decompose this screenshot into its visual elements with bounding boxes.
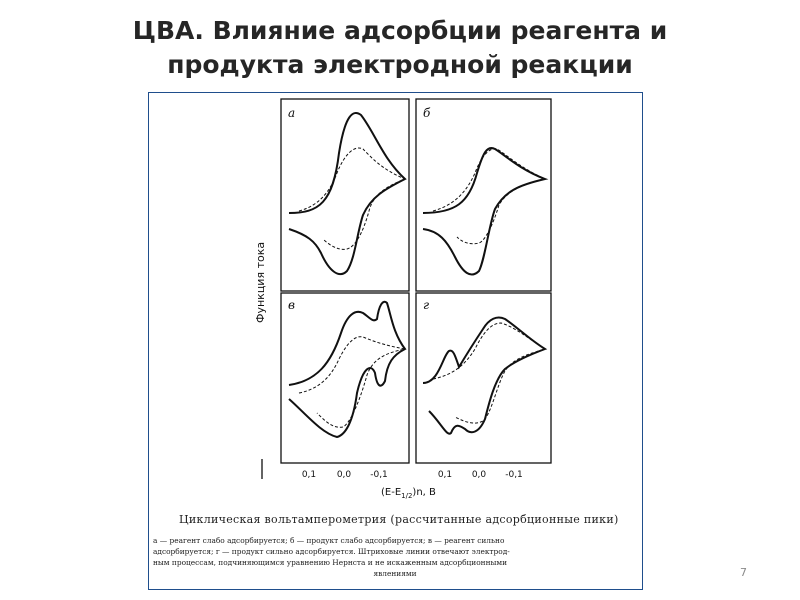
x-axis-label-sub: 1/2 xyxy=(401,492,413,500)
slide-title xyxy=(0,14,800,82)
x-tick-right-1: 0,1 xyxy=(437,470,453,480)
panel-label-a: а xyxy=(288,106,296,120)
cv-curve-v-solid xyxy=(289,302,405,437)
x-tick-left-3: -0,1 xyxy=(370,470,388,480)
x-tick-right-3: -0,1 xyxy=(505,470,523,480)
legend-line-1: а — реагент слабо адсорбируется; б — продукт слабо адсорбируется; в — реагент сильно xyxy=(153,536,505,545)
page-number: 7 xyxy=(740,566,747,579)
legend-line-3: ным процессам, подчиняющимся уравнению Нернста и не искаженным адсорбционными xyxy=(153,558,508,567)
x-axis-label-head: (E-E xyxy=(381,487,402,498)
panel-label-g: г xyxy=(423,298,430,312)
figure-legend xyxy=(153,535,637,579)
cv-curve-a-dashed xyxy=(299,148,405,249)
cv-curve-b-solid xyxy=(423,148,545,275)
x-axis-label xyxy=(381,487,436,500)
figure-caption: Циклическая вольтамперометрия (рассчитанные адсорбционные пики) xyxy=(179,513,619,526)
figure-frame xyxy=(148,92,643,590)
x-tick-left-2: 0,0 xyxy=(336,470,352,480)
x-tick-right-2: 0,0 xyxy=(471,470,487,480)
legend-line-4: явлениями xyxy=(373,569,417,578)
panel-label-v: в xyxy=(288,298,295,312)
panel-frame-b xyxy=(416,99,551,291)
x-axis-label-tail: )n, В xyxy=(412,487,436,498)
cv-curve-a-solid xyxy=(289,113,405,274)
slide-title-line-2: продукта электродной реакции xyxy=(167,50,633,79)
x-tick-left-1: 0,1 xyxy=(301,470,317,480)
panel-frame-g xyxy=(416,293,551,463)
panel-frame-v xyxy=(281,293,409,463)
panel-label-b: б xyxy=(423,106,431,120)
cv-curve-g-solid xyxy=(423,317,545,433)
y-axis-label: Функция тока xyxy=(254,241,267,323)
slide-title-line-1: ЦВА. Влияние адсорбции реагента и xyxy=(132,16,668,45)
legend-line-2: адсорбируется; г — продукт сильно адсорбируется. Штриховые линии отвечают электрод- xyxy=(153,547,510,556)
